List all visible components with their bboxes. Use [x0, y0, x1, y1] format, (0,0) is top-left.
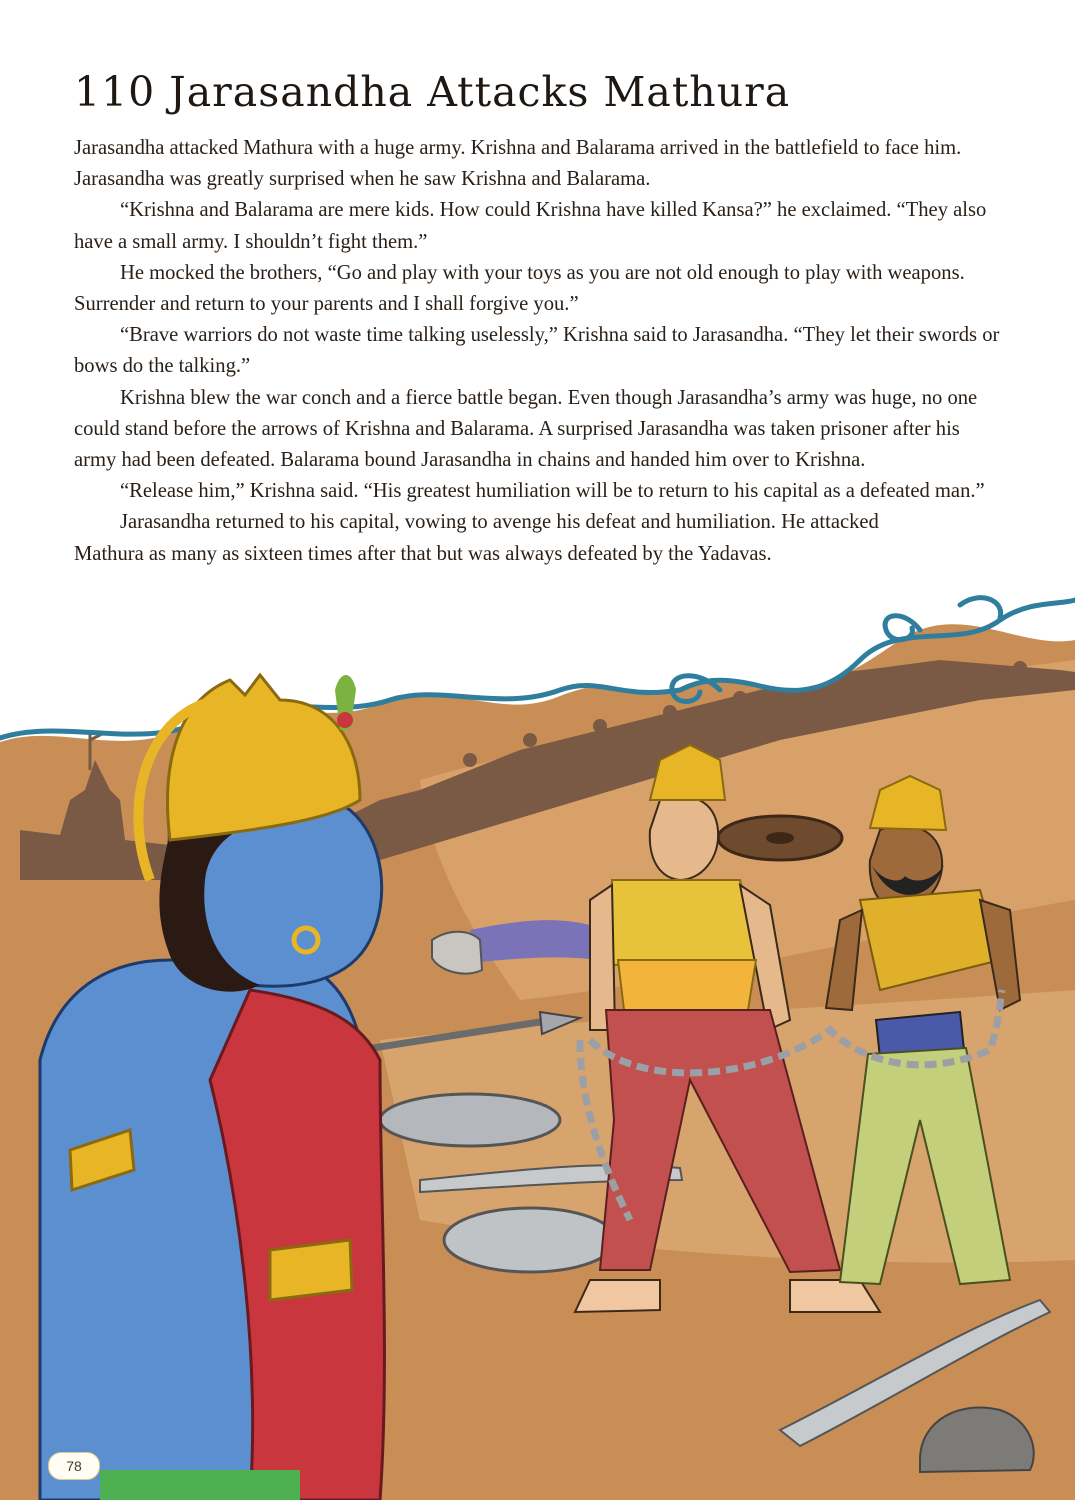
- story-paragraph: “Brave warriors do not waste time talking uselessly,” Krishna said to Jarasandha. “They let their swords or bows do the talking.”: [74, 324, 1000, 378]
- story-paragraph: Jarasandha returned to his capital, vowing to avenge his defeat and humiliation. He attacked Mathura as many as sixteen times after that but was always defeated by the Yadavas.: [74, 511, 879, 565]
- fallen-soldier-arm: [470, 920, 600, 962]
- story-text: [74, 133, 1004, 570]
- story-paragraph: “Krishna and Balarama are mere kids. How could Krishna have killed Kansa?” he exclaimed. “They also have a small army. I shouldn’t fight them.”: [74, 199, 987, 253]
- story-paragraph: Jarasandha attacked Mathura with a huge army. Krishna and Balarama arrived in the battlefield to face him. Jarasandha was greatly surprised when he saw Krishna and Balarama.: [74, 137, 962, 191]
- story-paragraph: He mocked the brothers, “Go and play with your toys as you are not old enough to play with weapons. Surrender and return to your parents and I shall forgive you.”: [74, 261, 965, 316]
- chariot-wheel: [718, 816, 842, 860]
- fallen-soldier-hand: [432, 932, 482, 974]
- story-paragraph: Krishna blew the war conch and a fierce battle began. Even though Jarasandha’s army was huge, no one could stand before the arrows of Krishna and Balarama. A surprised Jarasandha was taken prisoner after his army had been defeated. Balarama bound Jarasandha in chains and handed him over to Krishna.: [74, 386, 978, 472]
- fallen-shield: [380, 1094, 560, 1146]
- story-title: 110 Jarasandha Attacks Mathura: [74, 68, 791, 116]
- page-number-badge: 78: [48, 1452, 100, 1480]
- fallen-shield: [444, 1208, 616, 1272]
- story-paragraph: “Release him,” Krishna said. “His greatest humiliation will be to return to his capital as a defeated man.”: [120, 480, 985, 503]
